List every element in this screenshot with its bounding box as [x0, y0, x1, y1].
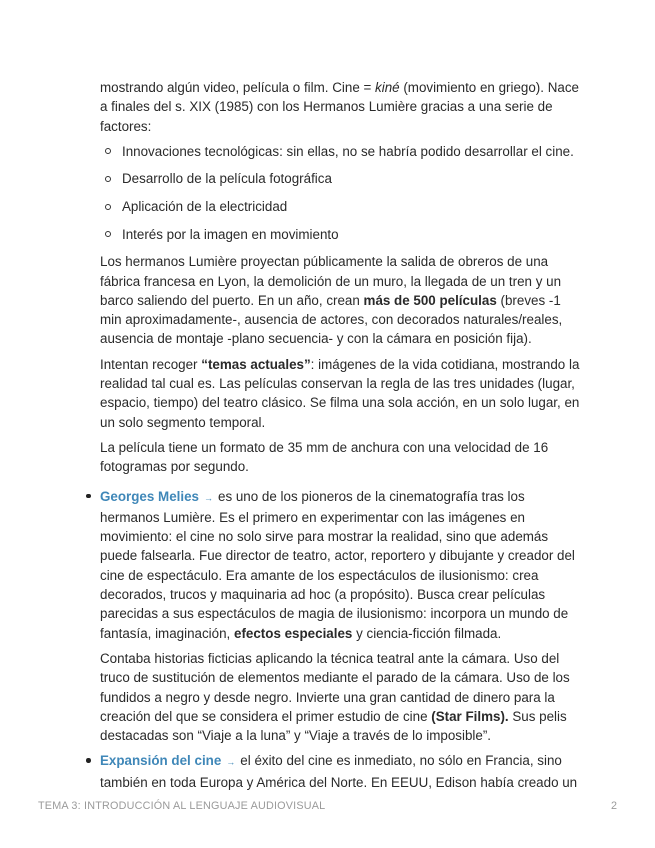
- intro-text: mostrando algún video, película o film. Cine =: [100, 80, 376, 95]
- main-list: [100, 487, 585, 792]
- lumiere-bold: más de 500 películas: [363, 292, 497, 308]
- link-arrow-icon: →: [204, 492, 213, 503]
- lumiere-paragraph: [100, 252, 585, 348]
- list-item: Interés por la imagen en movimiento: [100, 225, 585, 244]
- expansion-item: [100, 751, 585, 792]
- page-content: [100, 78, 585, 798]
- melies-p2-text: Contaba historias ficticias aplicando la técnica teatral ante la cámara. Uso del truco de sustitución de elementos mediante el parado de la cámara. Uso de los fundidos a negro y desde negro. Invierte una gran cantidad de dinero para la creación del que se considera el primer estudio de cine: [100, 650, 570, 724]
- kine-term: kiné: [375, 80, 400, 95]
- page-number: 2: [610, 800, 617, 812]
- factors-list: [100, 142, 585, 244]
- formato-paragraph: La película tiene un formato de 35 mm de anchura con una velocidad de 16 fotogramas por segundo.: [100, 439, 549, 475]
- melies-paragraph-1: [100, 487, 585, 643]
- melies-p2-text-cont: Sus pelis destacadas son “Viaje a la luna” y “Viaje a través de lo imposible”.: [100, 708, 567, 744]
- expansion-link[interactable]: Expansión del cine: [100, 753, 222, 769]
- expansion-text: el éxito del cine es inmediato, no sólo en Francia, sino también en toda Europa y América del Norte. En EEUU, Edison había creado un: [100, 753, 578, 790]
- lumiere-text: Los hermanos Lumière proyectan públicamente la salida de obreros de una fábrica francesa en Lyon, la demolición de un muro, la llegada de un tren y un barco saliendo del puerto. En un año, crean: [100, 254, 562, 308]
- lumiere-text-cont: (breves -1 min aproximadamente-, ausencia de actores, con decorados naturales/reales, ausencia de montaje -plano secuencia- y con la cámara en posición fija).: [100, 292, 563, 347]
- expansion-paragraph: [100, 751, 585, 792]
- melies-paragraph-2: [100, 649, 585, 745]
- star-films-bold: (Star Films).: [431, 708, 509, 724]
- intro-text-cont: (movimiento en griego). Nace a finales del s. XIX (1985) con los Hermanos Lumière gracias a una serie de factores:: [100, 80, 579, 134]
- melies-item: [100, 487, 585, 746]
- melies-bold: efectos especiales: [234, 625, 353, 641]
- melies-text-cont: y ciencia-ficción filmada.: [352, 625, 502, 641]
- melies-text: es uno de los pioneros de la cinematografía tras los hermanos Lumière. Es el primero en experimentar con las imágenes en movimiento: el cine no solo sirve para mostrar la realidad, sino que además puede falsearla. Fue director de teatro, actor, reportero y dibujante y creador del cine de espectáculo. Era amante de los espectáculos de ilusionismo: crea decorados, trucos y maquinaria ad hoc (a propósito). Busca crear películas parecidas a sus espectáculos de magia de ilusionismo: incorpora un mundo de fantasía, imaginación,: [100, 488, 575, 641]
- melies-link[interactable]: Georges Melies: [100, 488, 199, 504]
- intro-paragraph: [100, 78, 585, 136]
- list-item: Desarrollo de la película fotográfica: [100, 169, 585, 188]
- temas-bold: “temas actuales”: [201, 356, 311, 372]
- temas-text: Intentan recoger: [100, 356, 202, 372]
- temas-text-cont: : imágenes de la vida cotidiana, mostrando la realidad tal cual es. Las películas conservan la regla de las tres unidades (lugar, espacio, tiempo) del teatro clásico. Se filma una sola acción, en un solo lugar, en un solo segmento temporal.: [100, 356, 580, 430]
- list-item: Aplicación de la electricidad: [100, 197, 585, 216]
- link-arrow-icon: →: [226, 757, 236, 768]
- temas-paragraph: [100, 355, 585, 432]
- footer-title: TEMA 3: INTRODUCCIÓN AL LENGUAJE AUDIOVISUAL: [38, 800, 326, 812]
- list-item: Innovaciones tecnológicas: sin ellas, no se habría podido desarrollar el cine.: [100, 142, 585, 161]
